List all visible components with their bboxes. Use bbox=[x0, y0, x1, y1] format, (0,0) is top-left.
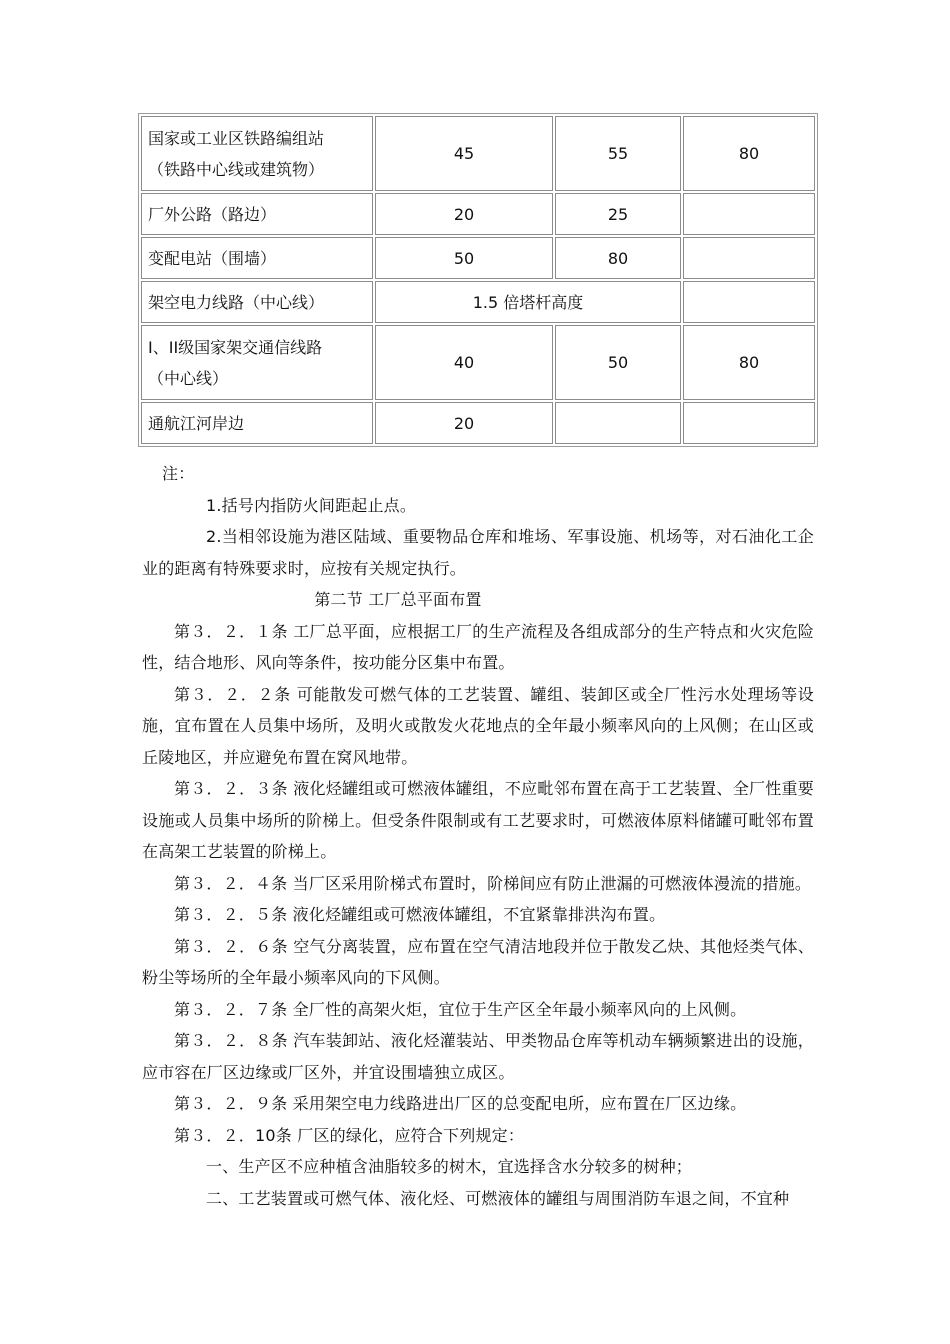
table-cell-label bbox=[141, 193, 373, 235]
table-cell-merged: 1.5 倍塔杆高度 bbox=[375, 281, 681, 323]
table-cell bbox=[683, 193, 815, 235]
clause: 第３．２．３条 液化烃罐组或可燃液体罐组，不应毗邻布置在高于工艺装置、全厂性重要设施或人员集中场所的阶梯上。但受条件限制或有工艺要求时，可燃液体原料储罐可毗邻布置在高架工艺装置的阶梯上。 bbox=[142, 779, 814, 861]
table-cell: 20 bbox=[375, 193, 553, 235]
table-row bbox=[141, 116, 815, 191]
clause: 第３．２．７条 全厂性的高架火炬，宜位于生产区全年最小频率风向的上风侧。 bbox=[174, 999, 747, 1019]
table-cell bbox=[683, 402, 815, 444]
table-cell-label bbox=[141, 325, 373, 400]
label-line: （中心线） bbox=[148, 368, 229, 388]
clause: 第３．２．９条 采用架空电力线路进出厂区的总变配电所，应布置在厂区边缘。 bbox=[174, 1094, 747, 1113]
note-item: 1.括号内指防火间距起止点。 bbox=[206, 495, 417, 515]
table-cell-label bbox=[141, 237, 373, 279]
clause: 第３．２．５条 液化烃罐组或可燃液体罐组，不宜紧靠排洪沟布置。 bbox=[174, 905, 666, 924]
table-cell-label bbox=[141, 281, 373, 323]
document-body bbox=[142, 458, 814, 1214]
label-line: 架空电力线路（中心线） bbox=[148, 292, 325, 312]
table-cell: 50 bbox=[375, 237, 553, 279]
table-cell-label bbox=[141, 116, 373, 191]
clause: 第３．２．４条 当厂区采用阶梯式布置时，阶梯间应有防止泄漏的可燃液体漫流的措施。 bbox=[174, 873, 812, 893]
clause: 第３．２．２条 可能散发可燃气体的工艺装置、罐组、装卸区或全厂性污水处理场等设施，宜布置在人员集中场所，及明火或散发火花地点的全年最小频率风向的上风侧；在山区或丘陵地区，并应避免布置在窝风地带。 bbox=[142, 684, 814, 767]
label-line: I、II级国家架交通信线路 bbox=[148, 337, 323, 357]
clause: 第３．２．８条 汽车装卸站、液化烃灌装站、甲类物品仓库等机动车辆频繁进出的设施，应市容在厂区边缘或厂区外，并宜设围墙独立成区。 bbox=[142, 1031, 814, 1082]
table-row bbox=[141, 193, 815, 235]
table-cell: 40 bbox=[375, 325, 553, 400]
table-cell: 80 bbox=[555, 237, 681, 279]
note-item: 2.当相邻设施为港区陆域、重要物品仓库和堆场、军事设施、机场等，对石油化工企业的距离有特殊要求时，应按有关规定执行。 bbox=[142, 527, 814, 578]
clause: 第３．２．１条 工厂总平面，应根据工厂的生产流程及各组成部分的生产特点和火灾危险性，结合地形、风向等条件，按功能分区集中布置。 bbox=[142, 621, 814, 672]
notes-heading: 注： bbox=[162, 464, 195, 483]
table-cell: 45 bbox=[375, 116, 553, 191]
label-line: 厂外公路（路边） bbox=[148, 204, 277, 224]
table-cell bbox=[555, 402, 681, 444]
sub-item: 二、工艺装置或可燃气体、液化烃、可燃液体的罐组与周围消防车退之间，不宜种 bbox=[206, 1188, 790, 1208]
table-cell: 25 bbox=[555, 193, 681, 235]
table-cell bbox=[683, 237, 815, 279]
label-line: 通航江河岸边 bbox=[148, 413, 245, 433]
table-cell: 80 bbox=[683, 325, 815, 400]
label-line: 国家或工业区铁路编组站 bbox=[148, 128, 325, 148]
clause: 第３．２．６条 空气分离装置，应布置在空气清洁地段并位于散发乙炔、其他烃类气体、粉尘等场所的全年最小频率风向的下风侧。 bbox=[142, 936, 814, 987]
table-cell: 20 bbox=[375, 402, 553, 444]
table-cell bbox=[683, 281, 815, 323]
table-row bbox=[141, 237, 815, 279]
table-cell: 55 bbox=[555, 116, 681, 191]
table-row bbox=[141, 402, 815, 444]
distance-table bbox=[138, 113, 818, 447]
table-row bbox=[141, 281, 815, 323]
section-title: 第二节 工厂总平面布置 bbox=[314, 590, 482, 609]
table-cell: 80 bbox=[683, 116, 815, 191]
sub-item: 一、生产区不应种植含油脂较多的树木，宜选择含水分较多的树种； bbox=[206, 1157, 693, 1176]
table-cell: 50 bbox=[555, 325, 681, 400]
table-row bbox=[141, 325, 815, 400]
label-line: （铁路中心线或建筑物） bbox=[148, 159, 325, 179]
label-line: 变配电站（围墙） bbox=[148, 248, 277, 268]
table-cell-label bbox=[141, 402, 373, 444]
clause: 第３．２．10条 厂区的绿化，应符合下列规定： bbox=[174, 1125, 525, 1145]
